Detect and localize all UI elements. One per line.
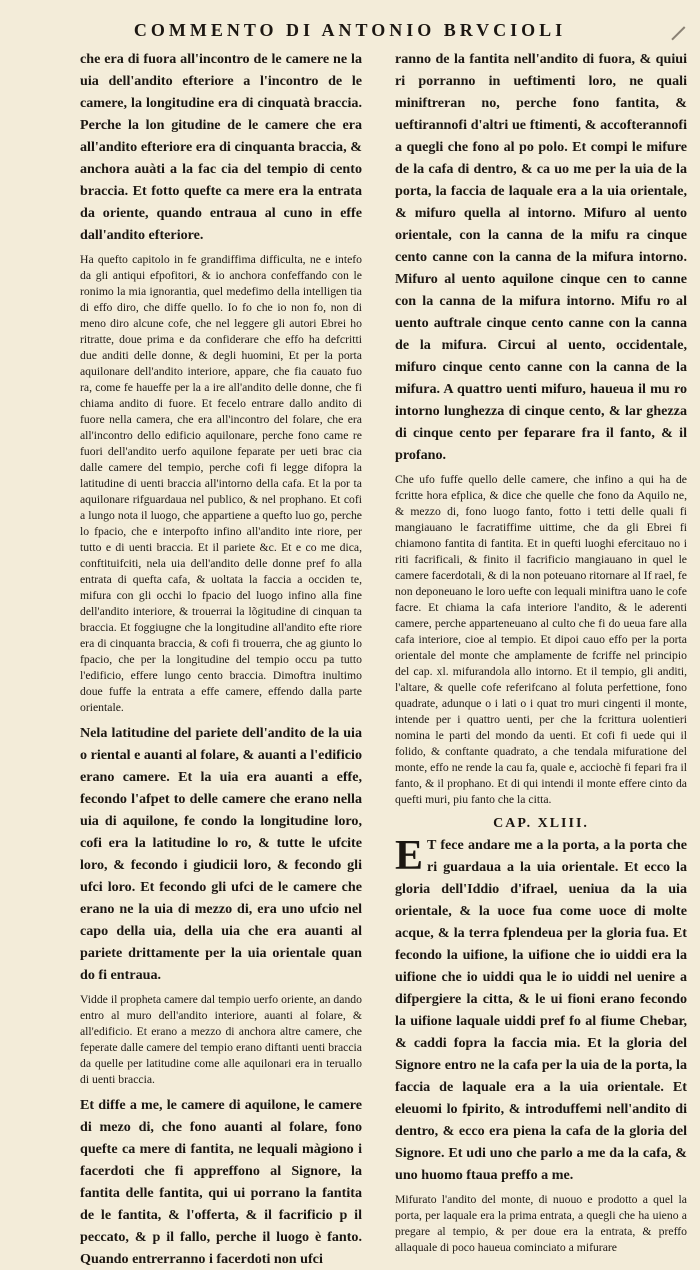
running-header: COMMENTO DI ANTONIO BRVCIOLI	[133, 20, 567, 40]
drop-cap: E	[395, 833, 424, 879]
scripture-paragraph: che era di fuora all'incontro de le camere ne la uia dell'andito efteriore a l'incontro de le camere, la longitudine era di cinquatà braccia. Perche la lon gitudine de le camere che era all'andito efteriore era di cinquanta braccia, & anchora auàti a la fac cia del tempio di cento braccia. Et fotto quefte ca mere era la entrata da oriente, quando entraua al cuno in effe dall'andito efteriore.	[80, 51, 362, 243]
scripture-paragraph: ranno de la fantita nell'andito di fuora, & quiui ri porranno in ueftimenti loro, ne quali miniftreran no, perche fono fantita, & ueftirannofi d'altri ue ftimenti, & accofterannofi a quegli che fono al po polo. Et compi le mifure de la cafa di dentro, & ca uo me per la uia de la porta, la faccia de laquale era a la uia orientale, & mifuro quella al intorno. Mifuro al uento orientale, con la canna de la mifu ra cinque cento canne con la canna de la mifura intorno. Mifuro al uento aquilone cinque cen to canne con la canna de la mifura intorno. Mifu ro al uento auftrale cinque cento canne con la canna de la mifura. Circui al uento, occidentale, mifuro cinque cento canne con la canna de la mifura. A quattro uenti mifuro, haueua il mu ro intorno lunghezza di cinque cento, & lar ghezza di cinque cento per feparare fra il fanto, & il profano.	[395, 51, 687, 463]
commentary-paragraph: Ha quefto capitolo in fe grandiffima difficulta, ne e intefo da gli antiqui efpofitori, & io anchora confeffando con le ronimo la mia ignorantia, quel medefimo della intelligen tia di effo diro, che diffe quello. Io fo che io non fo, non di meno diro alcune cofe, che nel leggere gli autori Ebrei ho ritratte, doue prima e da confiderare che effo ha defcritti due anditi delle donne, & degli huomini, Et per la porta aquilonare dell'andito interiore, appare, che fia cauato fuo ra, come fe haueffe per la a ire all'andito delle donne, che fi chiama andito di fuore. Et fecelo entrare dallo andito di fuore nella camera, che era all'incontro del folare, che era all'incontro dello edificio aquilonare, perche fono came re fuori dell'andito uerfo aquilone feparate per ueti brac cia dalle camere del tempio, perche cofi fi legge difopra la latitudine di uenti braccia all'intorno della cafa. Et la por ta aquilonare rifguardaua nel publico, & nel prophano. Et cofi a lungo nota il luogo, che appartiene a quefto luo go, perche lo fpacio, che e interpofto infino all'andito inte riore, per tutto e di uenti braccia. Et il pariete &c. Et e co me dica, conftituifciti, nela uia dell'andito delle donne pref fo alla entrata di quefta cafa, & uoltata la faccia a occiden te, mifura con gli occhi lo fpacio del luogo infino alla fine dell'andito interiore, & trouerrai la lõgitudine di cinquan ta braccia. Et foggiugne che la longitudine all'andito efte riore era di cinquanta braccia, & cofi fi trouerra, che ag giunto lo fpacio, che per la longitudine del tempio occu pa tutto l'edificio, effere lungo cento braccia. Dimoftra inultimo doue fuffe la entrata a effe camere, effendo dalla parte orientale.	[80, 253, 362, 714]
chapter-opening	[395, 834, 687, 1186]
right-column	[395, 48, 687, 1254]
scripture-paragraph: T fece andare me a la porta, a la porta che ri guardaua a la uia orientale. Et ecco la gloria dell'Iddio d'ifrael, ueniua da la uia orientale, & la uoce fua come uoce di molte acque, & la terra fplendeua per la gloria fua. Et fecondo la uifione, la uifione che io uiddi era la uifione che io uiddi qua le io uiddi nel uenire a difpergiere la citta, & le ui fioni erano fecondo la uifione laquale uiddi pref fo al fiume Chebar, & caddi fopra la faccia mia. Et la gloria del Signore entro ne la cafa per la uia de la porta, la faccia de laquale era a la uia orientale. Et eleuomi lo fpirito, & introduffemi nell'andito di dentro, & ecco era piena la cafa de la gloria del Signore. Et udi uno che parlo a me da la cafa, & uno huomo ftaua preffo a me.	[395, 837, 687, 1183]
scripture-paragraph: Nela latitudine del pariete dell'andito de la uia o riental e auanti al folare, & auanti a l'edificio erano camere. Et la uia era auanti a effe, fecondo l'afpet to delle camere che erano nella uia di aquilone, fe condo la longitudine loro, cofi era la latitudine lo ro, & tutte le ufcite loro, & fecondo i giudicii loro, & fecondo gli ufci loro. Et fecondo gli ufci de le camere che erano ne la uia di mezzo di, era uno ufcio nel capo della uia, della uia che era auanti al pariete drittamente per la uia orientale quan do fi entraua.	[80, 725, 362, 983]
scripture-paragraph: Et diffe a me, le camere di aquilone, le camere di mezo di, che fono auanti al folare, fono quefte ca mere di fantita, ne lequali màgiono i facerdoti che fi appreffono al Signore, la fantita delle fantita, qui ui porrano la fantita de le fantita, & l'offerta, & il facrificio p il peccato, & p il fallo, perche il luogo è fanto. Quando entrerranno i facerdoti non ufci	[80, 1097, 362, 1267]
left-column	[80, 48, 362, 1267]
chapter-heading: CAP. XLIII.	[493, 816, 589, 831]
commentary-paragraph: Mifurato l'andito del monte, di nuouo e prodotto a quel la porta, per laquale era la prima entrata, a quegli che ha uieno a pregare al tempio, & per doue era la entrata, & preffo allaquale di poco haueua cominciato a mifurare	[395, 1193, 687, 1254]
commentary-paragraph: Vidde il propheta camere dal tempio uerfo oriente, an dando entro al muro dell'andito interiore, auanti al folare, & all'edificio. Et erano a mezzo di anchora altre camere, che feperate dalle camere del tempio erano diftanti uenti braccia da quelle per latitudine come alle aquilonari era in teruallo di uenti braccia.	[80, 993, 362, 1086]
commentary-paragraph: Che ufo fuffe quello delle camere, che infino a qui ha de fcritte hora efplica, & dice che quelle che fono da Aquilo ne, & mezzo di, fono luogo fanto, fotto i tetti delle quali fi mangiauano le facratiffime uittime, che da gli Ebrei fi chiamono fantita di fantita. Et in quefti luoghi efercitauo no i riti facrificali, & finito il facrificio mangiauano in quel le camere facerdotali, & di la non poteuano ritornare al If rael, fe non deponeuano le loro uefte con lequali miniftra uano le cofe facre. Et chiama la cafa interiore l'andito, & le aderenti camere, perche apparteneuano al culto che fi do ueua fare alla cafa interiore, cioe al tempio. Et dipoi cauo effo per la porta orientale del monte che amplamente de fcriffe nel principio del cap. xl. mifurandola allo intorno. Et il tempio, gli anditi, l'altare, & quelle cofe referifcano al foluta perfettione, fono quadrate, adunque o i lati o i quat tro muri cingenti il monte, intende per i quattro uenti, per che la fcrittura uolentieri nomina le parti del mondo da uenti. Et cofi fi uede qui il folido, & conftante quadrato, a che tendala mifuratione del monte, effo ne rende la cau fa, quale e, acciochè fi fepari fra il fanto, & il prophano. Et di qui intendi il monte effere cinto da quefti muri, piu fanto che la citta.	[395, 473, 687, 806]
